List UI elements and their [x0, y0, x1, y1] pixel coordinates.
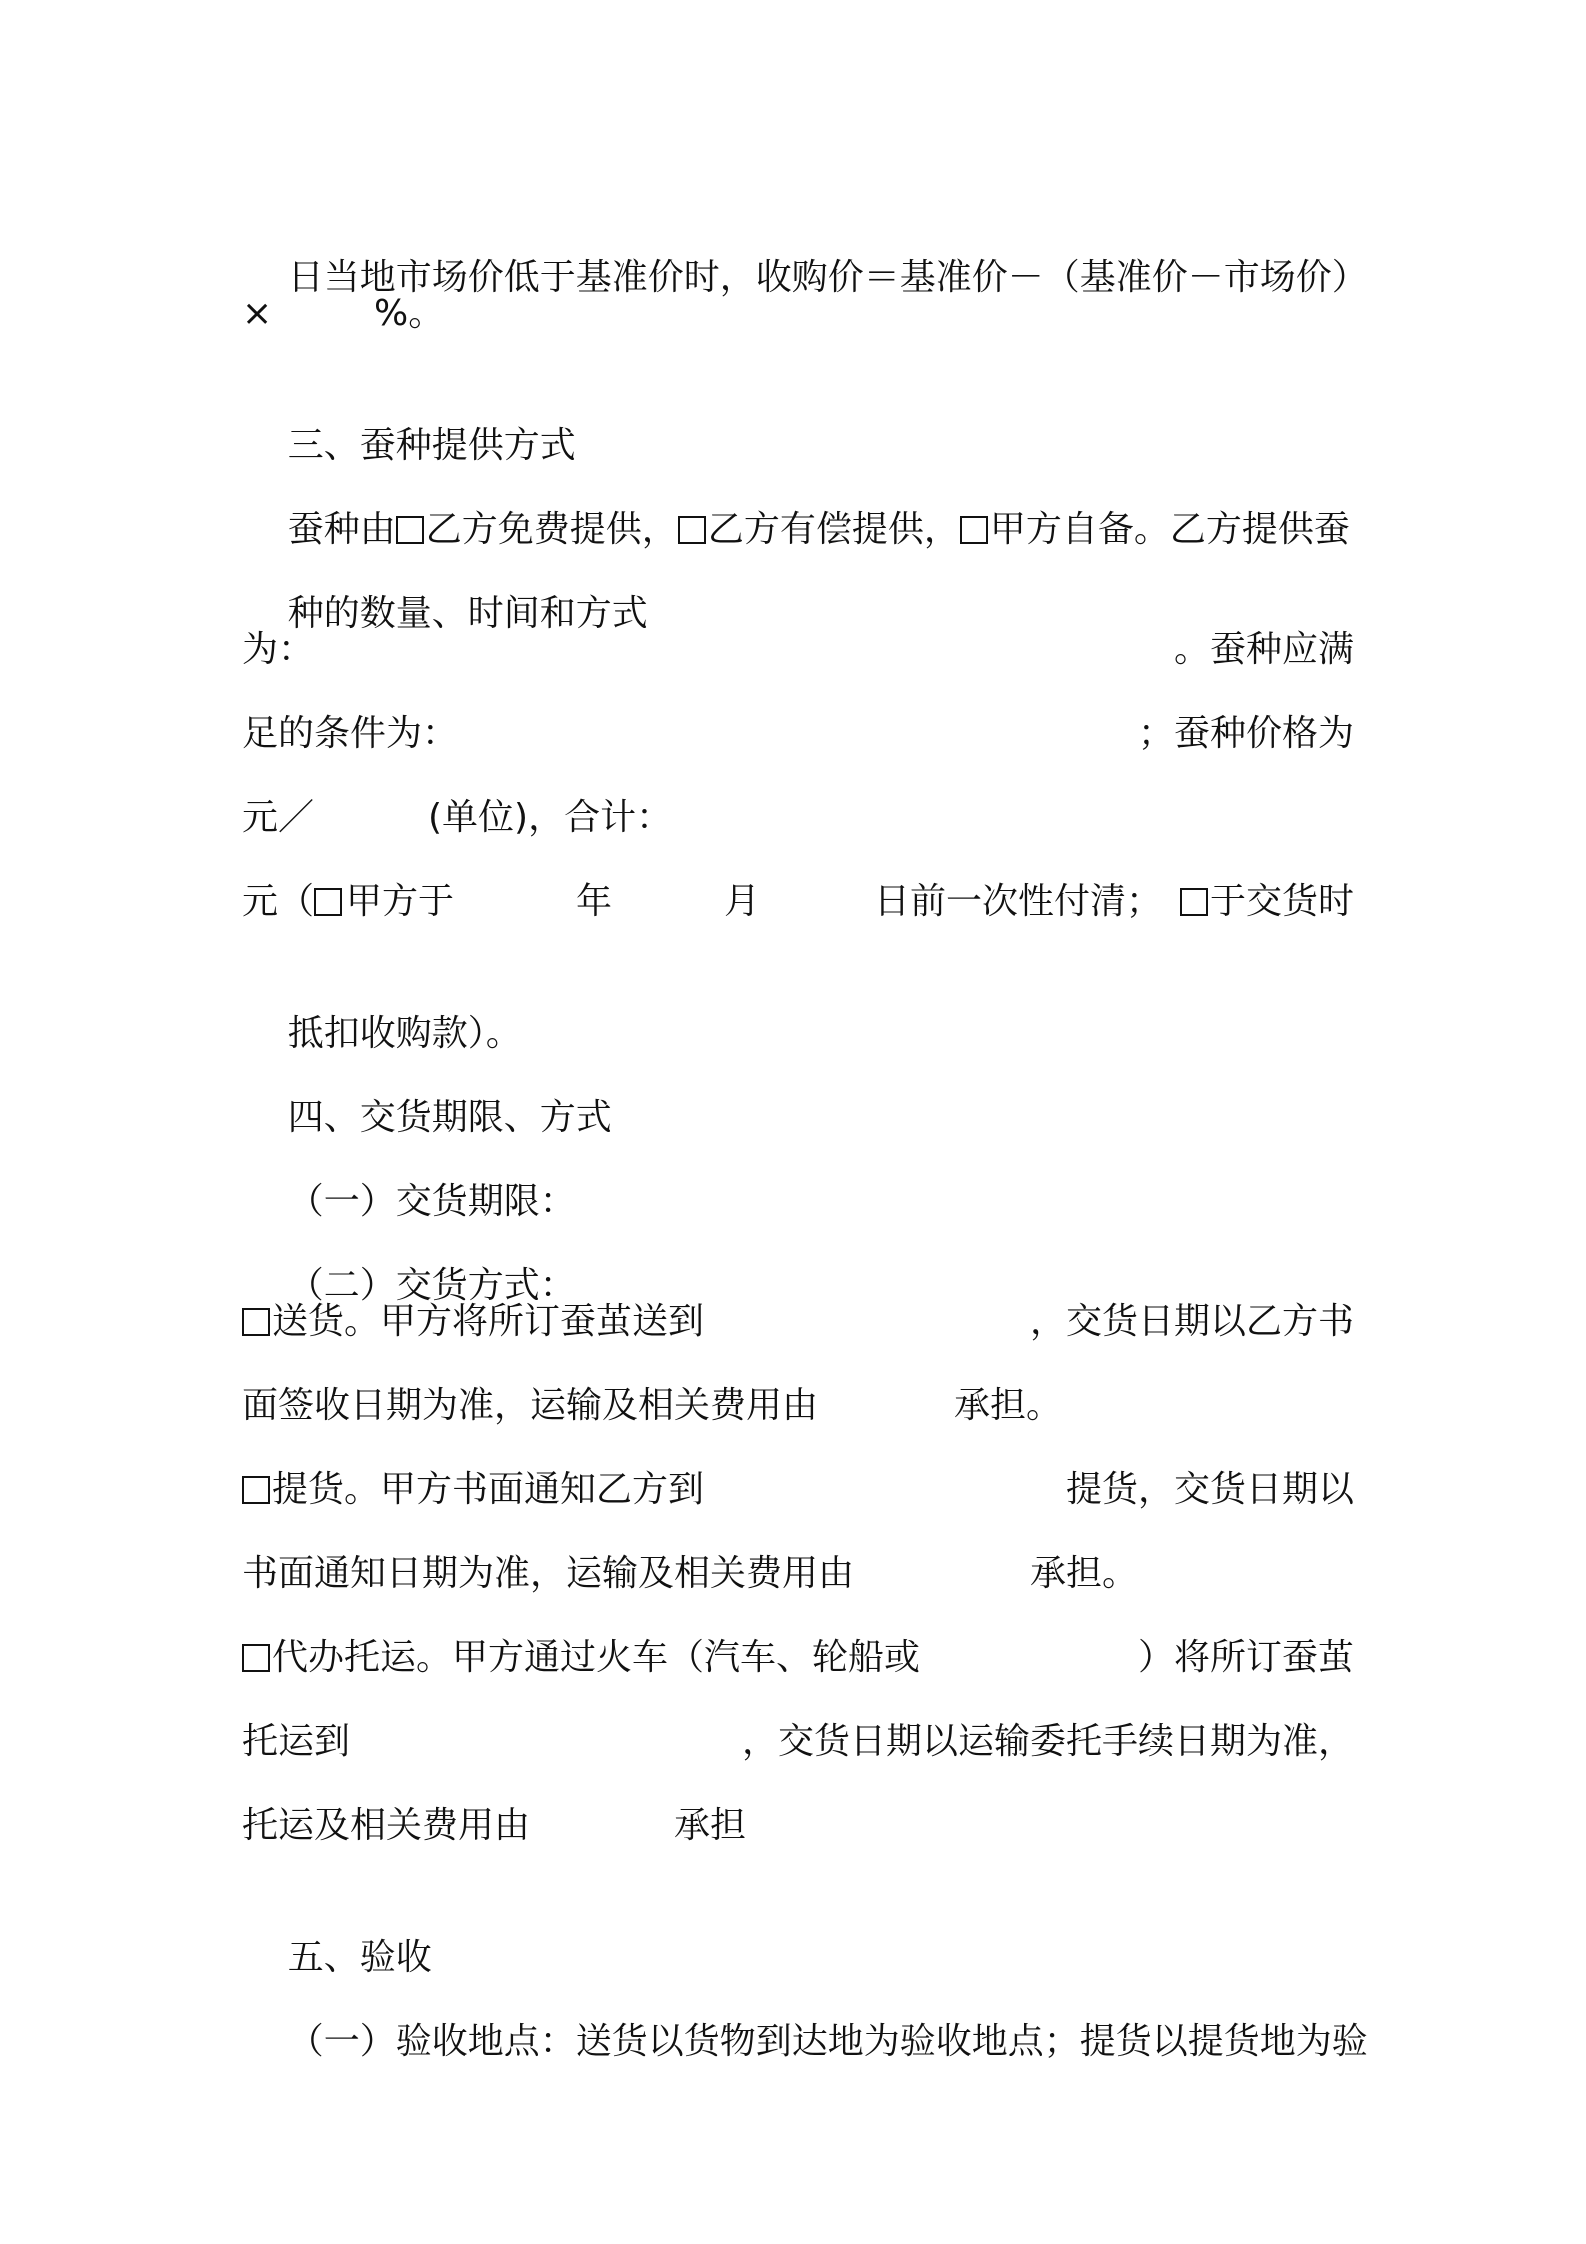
- line-text: 提货，交货日期以: [1065, 1469, 1354, 1510]
- line-text: （二）交货方式：: [287, 1265, 576, 1306]
- line-text: 承担。: [954, 1385, 1063, 1426]
- line-text: 元／: [242, 797, 315, 838]
- checkbox-wrap: [314, 878, 344, 926]
- line-text: 足的条件为：: [242, 713, 459, 754]
- line-text: 送货。甲方将所订蚕茧送到: [272, 1301, 705, 1342]
- line-text: 日前一次性付清；: [874, 881, 1163, 922]
- line-text: 托运到: [242, 1721, 351, 1762]
- checkbox[interactable]: [314, 888, 342, 916]
- line-text: 月: [724, 881, 761, 922]
- line-text: ；蚕种价格为: [1137, 713, 1354, 754]
- line-text: 。蚕种应满: [1173, 629, 1354, 670]
- line-text: ，交货日期以乙方书: [1029, 1301, 1354, 1342]
- line-text: ，交货日期以运输委托手续日期为准，: [741, 1721, 1354, 1762]
- line-text: [242, 1298, 704, 1346]
- line-text: 抵扣收购款）。: [287, 1013, 522, 1054]
- line-text: 乙方有偿提供，: [707, 509, 960, 550]
- line-text: %。: [374, 293, 445, 334]
- checkbox[interactable]: [1180, 888, 1208, 916]
- line-text: 承担: [674, 1805, 747, 1846]
- line-text: 甲方自备。乙方提供蚕: [989, 509, 1350, 550]
- checkbox[interactable]: [396, 516, 424, 544]
- line-text: 种的数量、时间和方式: [287, 593, 648, 634]
- line-text: 日当地市场价低于基准价时，收购价＝基准价－（基准价－市场价）: [287, 257, 1368, 298]
- line-text: 面签收日期为准，运输及相关费用由: [242, 1385, 819, 1426]
- line-text: 书面通知日期为准，运输及相关费用由: [242, 1553, 855, 1594]
- line-text: 年: [576, 881, 613, 922]
- line-text: 三、蚕种提供方式: [287, 425, 576, 466]
- line-text: 于交货时: [1209, 881, 1354, 922]
- line-text: 为：: [242, 629, 315, 670]
- line-text: 蚕种由: [287, 509, 396, 550]
- line-text: 元（: [242, 881, 315, 922]
- line-text: 五、验收: [287, 1937, 432, 1978]
- line-text: ×: [242, 293, 273, 334]
- line-text: （一）验收地点：送货以货物到达地为验收地点；提货以提货地为验: [287, 2021, 1368, 2062]
- line-text: 承担。: [1030, 1553, 1139, 1594]
- line-text: 四、交货期限、方式: [287, 1097, 612, 1138]
- checkbox[interactable]: [678, 516, 706, 544]
- line-text: 托运及相关费用由: [242, 1805, 531, 1846]
- line-text: 代办托运。甲方通过火车（汽车、轮船或: [272, 1637, 921, 1678]
- line-text: (单位)，合计：: [428, 797, 673, 838]
- checkbox[interactable]: [242, 1644, 270, 1672]
- checkbox[interactable]: [242, 1308, 270, 1336]
- line-text: 乙方免费提供，: [425, 509, 678, 550]
- sub-heading: [242, 1970, 1368, 2114]
- checkbox[interactable]: [242, 1476, 270, 1504]
- line-text: 提货。甲方书面通知乙方到: [272, 1469, 705, 1510]
- line-text: （一）交货期限：: [287, 1181, 576, 1222]
- checkbox[interactable]: [960, 516, 988, 544]
- line-text: [1180, 878, 1354, 926]
- line-text: ）将所订蚕茧: [1137, 1637, 1354, 1678]
- line-text: [242, 1466, 704, 1514]
- line-text: [242, 1634, 920, 1682]
- line-text: 甲方于: [346, 881, 455, 922]
